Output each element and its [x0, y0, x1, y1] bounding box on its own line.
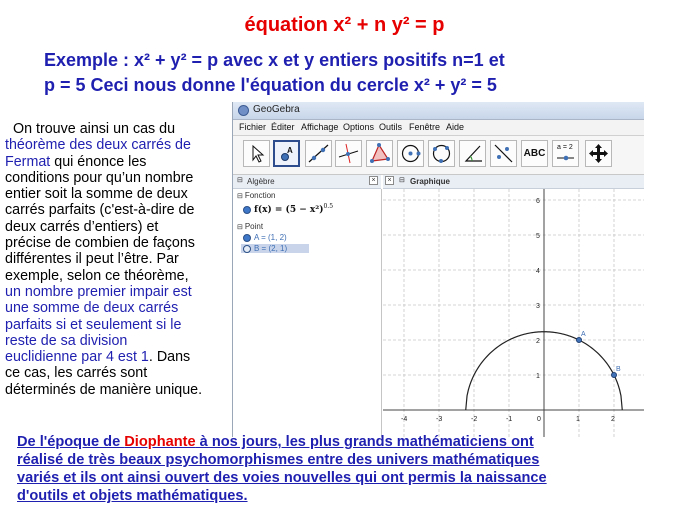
bottom-line: réalisé de très beaux psychomorphismes entre des univers mathématiques — [17, 452, 540, 468]
left-line: exemple, selon ce théorème, — [5, 267, 189, 284]
left-line: précise de combien de façons — [5, 235, 195, 252]
visibility-toggle-icon[interactable] — [243, 206, 251, 214]
menu-affichage[interactable]: Affichage — [301, 122, 339, 132]
polygon-tool-button[interactable] — [366, 140, 393, 167]
graphics-canvas[interactable] — [383, 189, 644, 437]
visibility-toggle-icon[interactable] — [243, 234, 251, 242]
line-tool-button[interactable] — [305, 140, 332, 167]
x-tick-label: -2 — [471, 416, 478, 423]
slider-tool-label: a = 2 — [557, 144, 573, 151]
left-line — [5, 154, 231, 170]
left-line: différentes il peut l’être. Par — [5, 251, 179, 268]
visibility-toggle-icon[interactable] — [243, 245, 251, 253]
conic-tool-icon — [429, 141, 454, 166]
point-row-a[interactable] — [243, 233, 287, 242]
move-view-tool-icon — [586, 141, 611, 166]
algebra-view-header — [233, 175, 381, 189]
algebra-view — [233, 189, 382, 437]
point-b-value: B = (2, 1) — [254, 244, 288, 253]
menu-fenetre[interactable]: Fenêtre — [409, 122, 441, 132]
perpendicular-tool-button[interactable] — [335, 140, 362, 167]
point-group[interactable] — [237, 222, 263, 231]
angle-tool-button[interactable] — [459, 140, 486, 167]
point-row-b[interactable] — [241, 244, 309, 253]
left-line-rest: . Dans — [148, 349, 191, 366]
point-label-b: B — [616, 366, 621, 373]
graphics-view-title: Graphique — [410, 177, 451, 186]
point-b — [611, 372, 616, 377]
diophante-text: Diophante — [124, 434, 196, 450]
perpendicular-tool-icon — [336, 141, 361, 166]
toolbar — [233, 136, 644, 175]
algebra-view-title: Algèbre — [247, 177, 275, 186]
text-tool-button[interactable] — [521, 140, 548, 167]
left-line: parfaits si et seulement si le — [5, 316, 182, 333]
left-line: reste de sa division — [5, 332, 128, 349]
conic-tool-button[interactable] — [428, 140, 455, 167]
left-line: un nombre premier impair est — [5, 283, 192, 300]
y-tick-label: 5 — [536, 233, 540, 240]
polygon-tool-icon — [367, 141, 392, 166]
slider-tool-button[interactable] — [552, 140, 579, 167]
circle-tool-button[interactable] — [397, 140, 424, 167]
bottom-line-start: De l'époque de — [17, 434, 125, 450]
line-tool-icon — [306, 141, 331, 166]
reflect-tool-icon — [491, 141, 516, 166]
left-line: deux carrés d’entiers) et — [5, 218, 159, 235]
x-tick-label: 1 — [576, 416, 580, 423]
left-line-rest: qui énonce les — [50, 153, 147, 170]
point-a — [576, 337, 581, 342]
move-tool-button[interactable] — [243, 140, 270, 167]
circle-tool-icon — [398, 141, 423, 166]
bottom-paragraph — [17, 433, 677, 505]
bottom-line — [17, 433, 677, 451]
close-icon[interactable]: × — [369, 176, 378, 185]
geogebra-logo-icon — [238, 105, 249, 116]
function-expression: f(x) = (5 − x²) — [254, 205, 324, 215]
menu-aide[interactable]: Aide — [446, 122, 465, 132]
move-tool-icon — [244, 141, 269, 166]
geogebra-window — [232, 102, 644, 437]
point-tool-icon — [275, 142, 300, 167]
collapse-icon: ⊟ — [237, 193, 245, 200]
point-a-value: A = (1, 2) — [254, 233, 287, 242]
x-tick-label: 2 — [611, 416, 615, 423]
svg-text:A: A — [287, 146, 293, 155]
x-tick-label: -4 — [401, 416, 408, 423]
x-tick-label: 0 — [537, 416, 541, 423]
point-tool-button[interactable] — [273, 140, 300, 167]
close-icon[interactable]: × — [385, 176, 394, 185]
menu-outils[interactable]: Outils — [379, 122, 403, 132]
left-line: théorème des deux carrés de — [5, 137, 191, 154]
collapse-icon[interactable]: ⊟ — [399, 177, 405, 184]
example-line-1: Exemple : x² + y² = p avec x et y entiers positifs n=1 et — [44, 50, 505, 70]
y-tick-label: 4 — [536, 268, 540, 275]
window-titlebar[interactable] — [233, 102, 644, 120]
left-line: déterminés de manière unique. — [5, 381, 203, 398]
menu-bar — [233, 120, 644, 136]
menu-fichier[interactable]: Fichier — [239, 122, 267, 132]
page-title: équation x² + n y² = p — [244, 14, 445, 36]
x-tick-label: -3 — [436, 416, 443, 423]
function-exponent: 0.5 — [323, 203, 334, 210]
y-tick-label: 3 — [536, 303, 540, 310]
left-line-fermat: Fermat — [5, 153, 51, 170]
angle-tool-icon — [460, 141, 485, 166]
example-text — [44, 48, 505, 98]
window-title: GeoGebra — [253, 104, 300, 115]
left-line — [5, 349, 231, 365]
move-view-tool-button[interactable] — [585, 140, 612, 167]
left-line: On trouve ainsi un cas du — [5, 121, 176, 137]
function-group-label: Fonction — [244, 191, 276, 200]
y-tick-label: 2 — [536, 338, 540, 345]
left-line: carrés parfaits (c'est-à-dire de — [5, 202, 195, 219]
menu-editer[interactable]: Éditer — [271, 122, 295, 132]
graphics-view[interactable] — [383, 189, 644, 437]
left-text-column — [5, 121, 231, 398]
bottom-line-end: à nos jours, les plus grands mathématiciens ont — [195, 434, 534, 450]
collapse-icon[interactable]: ⊟ — [237, 177, 243, 184]
function-row[interactable] — [243, 203, 333, 215]
bottom-line: d'outils et objets mathématiques. — [17, 488, 248, 504]
point-label-a: A — [581, 331, 586, 338]
y-tick-label: 1 — [536, 373, 540, 380]
left-line-euclid: euclidienne par 4 est 1 — [5, 349, 149, 366]
function-group[interactable] — [237, 191, 276, 200]
left-line: entier soit la somme de deux — [5, 186, 188, 203]
text-tool-icon: ABC — [523, 148, 546, 159]
example-line-2: p = 5 Ceci nous donne l'équation du cercle x² + y² = 5 — [44, 75, 497, 95]
point-group-label: Point — [244, 222, 264, 231]
left-line: conditions pour qu’un nombre — [5, 169, 194, 186]
slider-tool-icon — [553, 141, 578, 166]
left-line: une somme de deux carrés — [5, 300, 179, 317]
reflect-tool-button[interactable] — [490, 140, 517, 167]
graphics-view-header — [383, 175, 644, 189]
x-tick-label: -1 — [506, 416, 513, 423]
left-line: ce cas, les carrés sont — [5, 365, 148, 382]
menu-options[interactable]: Options — [343, 122, 375, 132]
y-tick-label: 6 — [536, 198, 540, 205]
bottom-line: variés et ils ont ainsi ouvert des voies nouvelles qui ont permis la naissance — [17, 470, 547, 486]
collapse-icon: ⊟ — [237, 224, 245, 231]
